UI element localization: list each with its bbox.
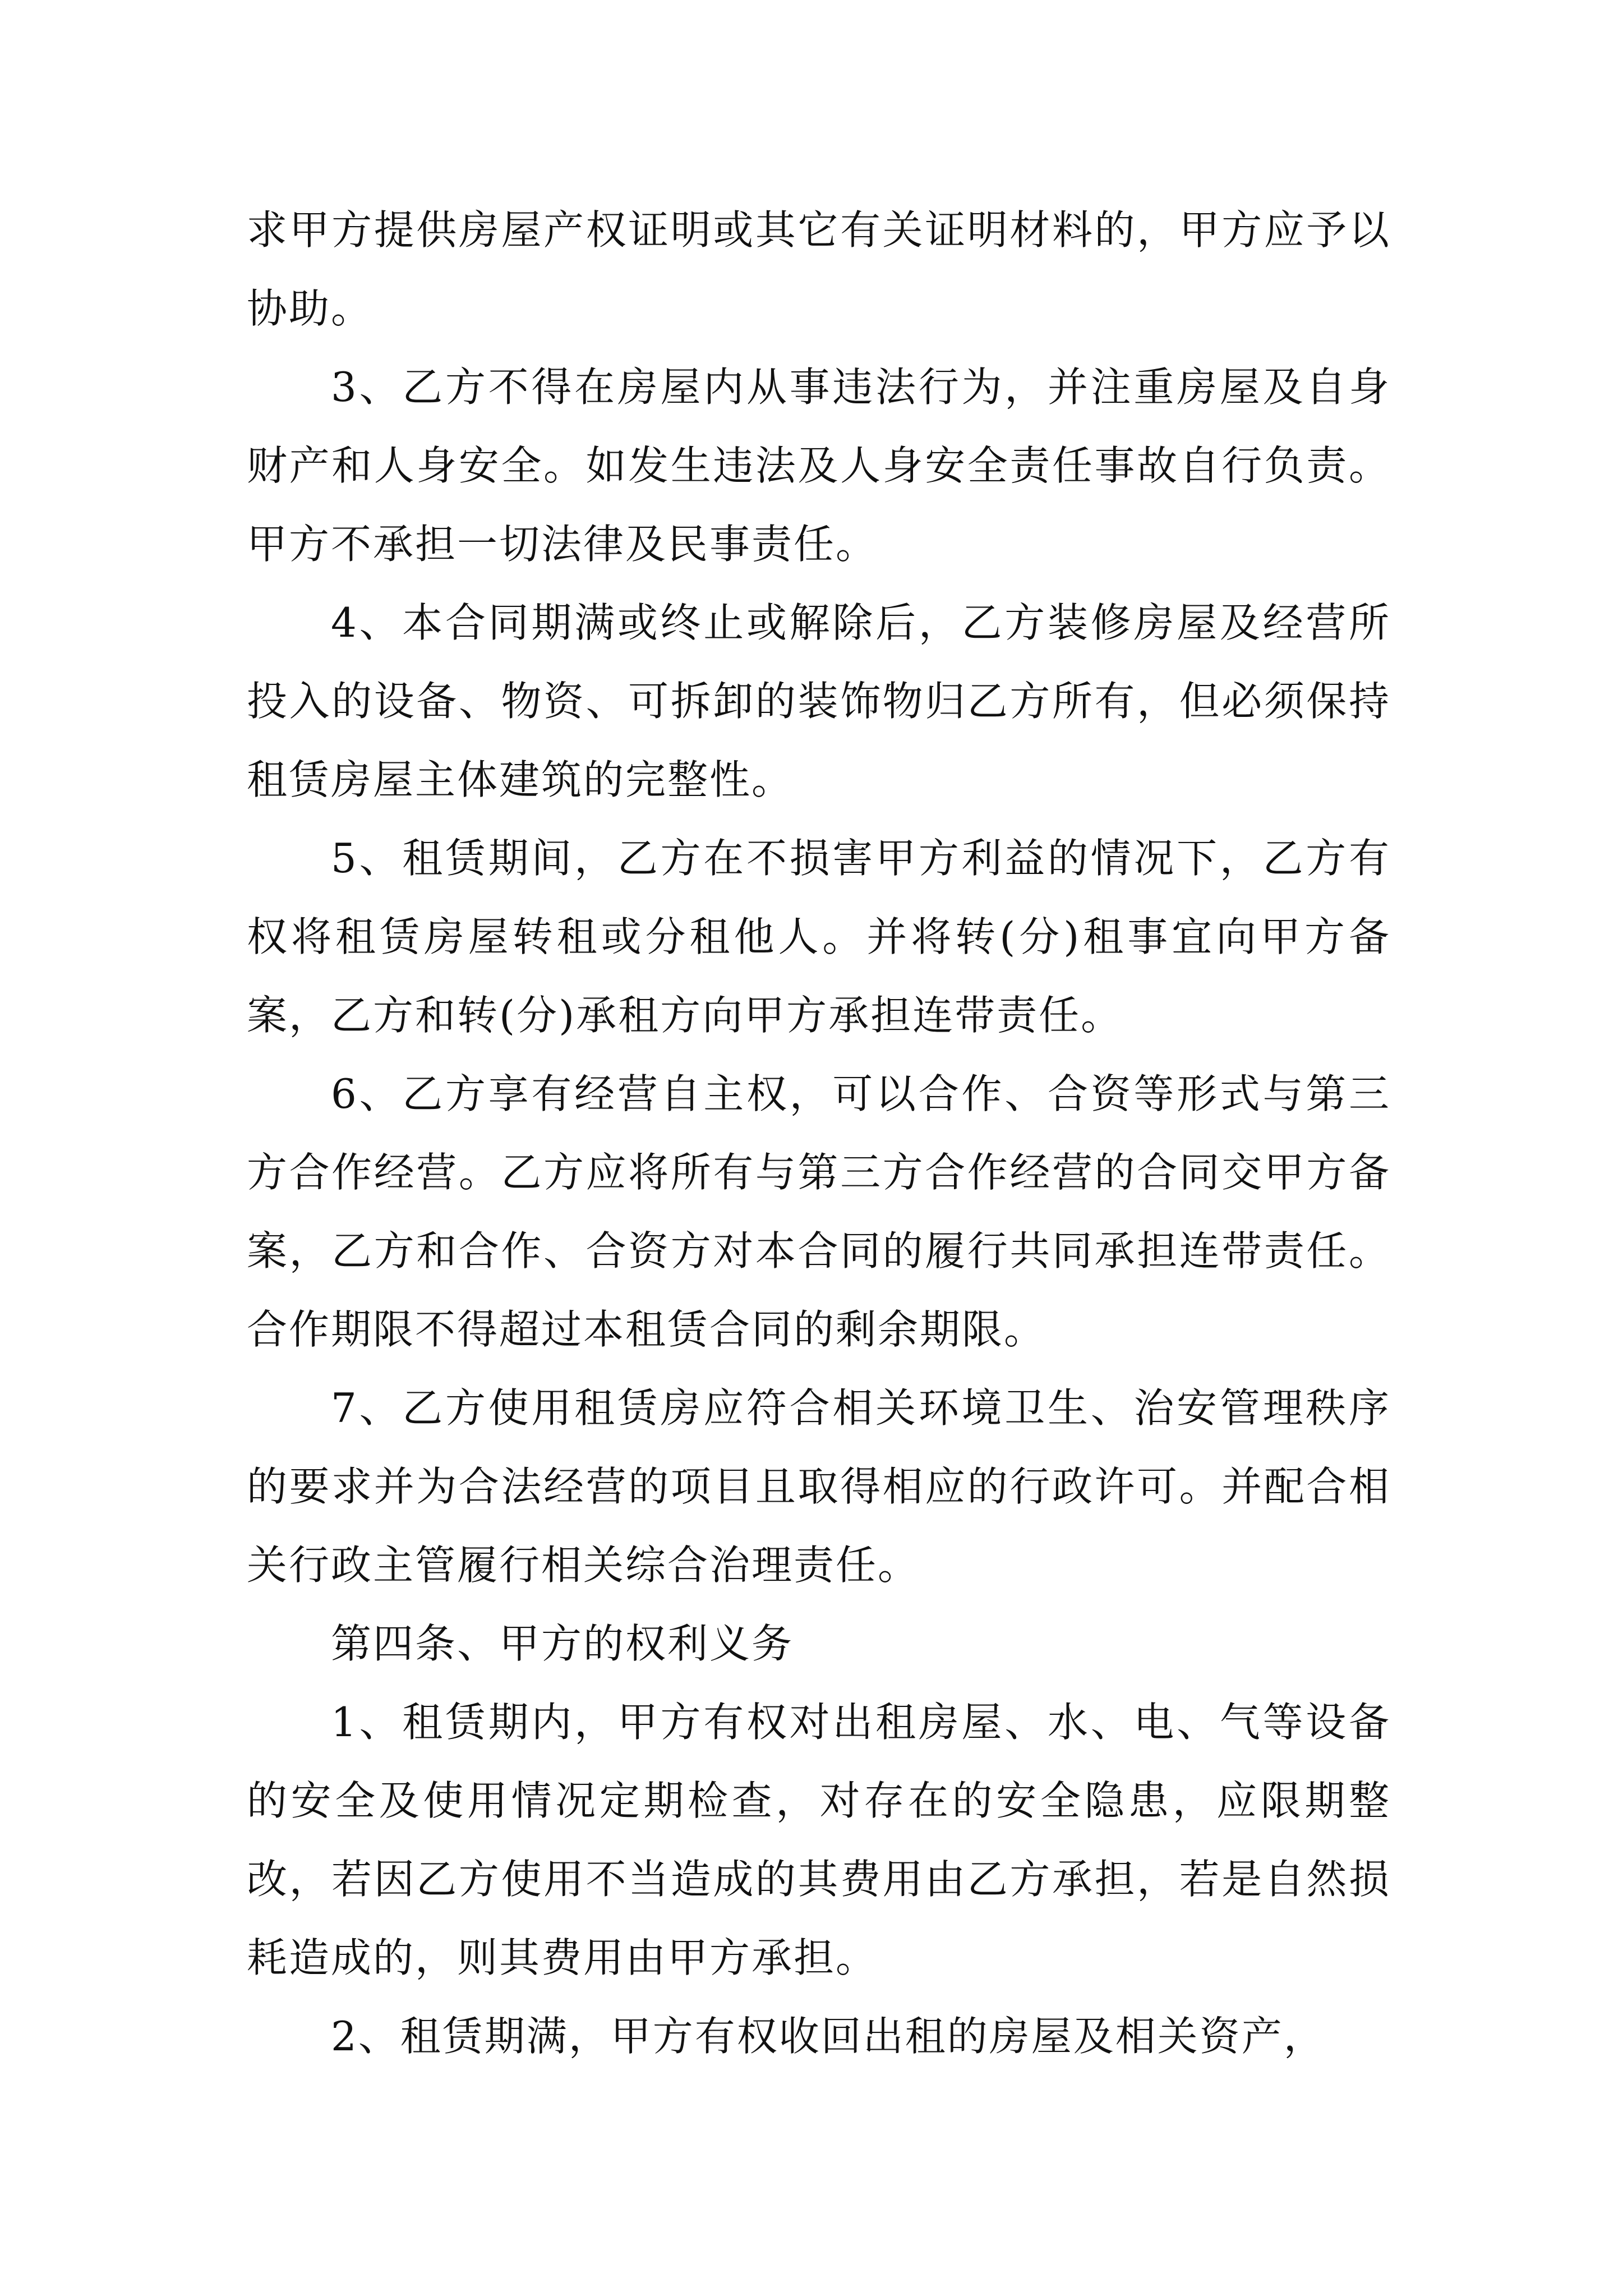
paragraph-continuation: 求甲方提供房屋产权证明或其它有关证明材料的，甲方应予以协助。: [247, 206, 1391, 332]
paragraph-article-4-clause-1: 1、租赁期内，甲方有权对出租房屋、水、电、气等设备的安全及使用情况定期检查，对存在的安全隐患，应限期整改，若因乙方使用不当造成的其费用由乙方承担，若是自然损耗造成的，则其费用由甲方承担。: [247, 1699, 1391, 1981]
paragraph-clause-7: 7、乙方使用租赁房应符合相关环境卫生、治安管理秩序的要求并为合法经营的项目且取得相应的行政许可。并配合相关行政主管履行相关综合治理责任。: [247, 1384, 1391, 1589]
paragraph-clause-5: 5、租赁期间，乙方在不损害甲方利益的情况下，乙方有权将租赁房屋转租或分租他人。并将转(分)租事宜向甲方备案，乙方和转(分)承租方向甲方承担连带责任。: [247, 835, 1391, 1039]
paragraph-clause-4: 4、本合同期满或终止或解除后，乙方装修房屋及经营所投入的设备、物资、可拆卸的装饰物归乙方所有，但必须保持租赁房屋主体建筑的完整性。: [247, 599, 1391, 803]
paragraph-clause-3: 3、乙方不得在房屋内从事违法行为，并注重房屋及自身财产和人身安全。如发生违法及人身安全责任事故自行负责。甲方不承担一切法律及民事责任。: [247, 364, 1391, 568]
paragraph-article-4-clause-2: 2、租赁期满，甲方有权收回出租的房屋及相关资产，: [331, 2013, 1326, 2060]
paragraph-clause-6: 6、乙方享有经营自主权，可以合作、合资等形式与第三方合作经营。乙方应将所有与第三方合作经营的合同交甲方备案，乙方和合作、合资方对本合同的履行共同承担连带责任。合作期限不得超过本租赁合同的剩余期限。: [247, 1070, 1391, 1353]
section-heading-article-4: 第四条、甲方的权利义务: [331, 1620, 794, 1667]
document-page: [247, 191, 1391, 2076]
